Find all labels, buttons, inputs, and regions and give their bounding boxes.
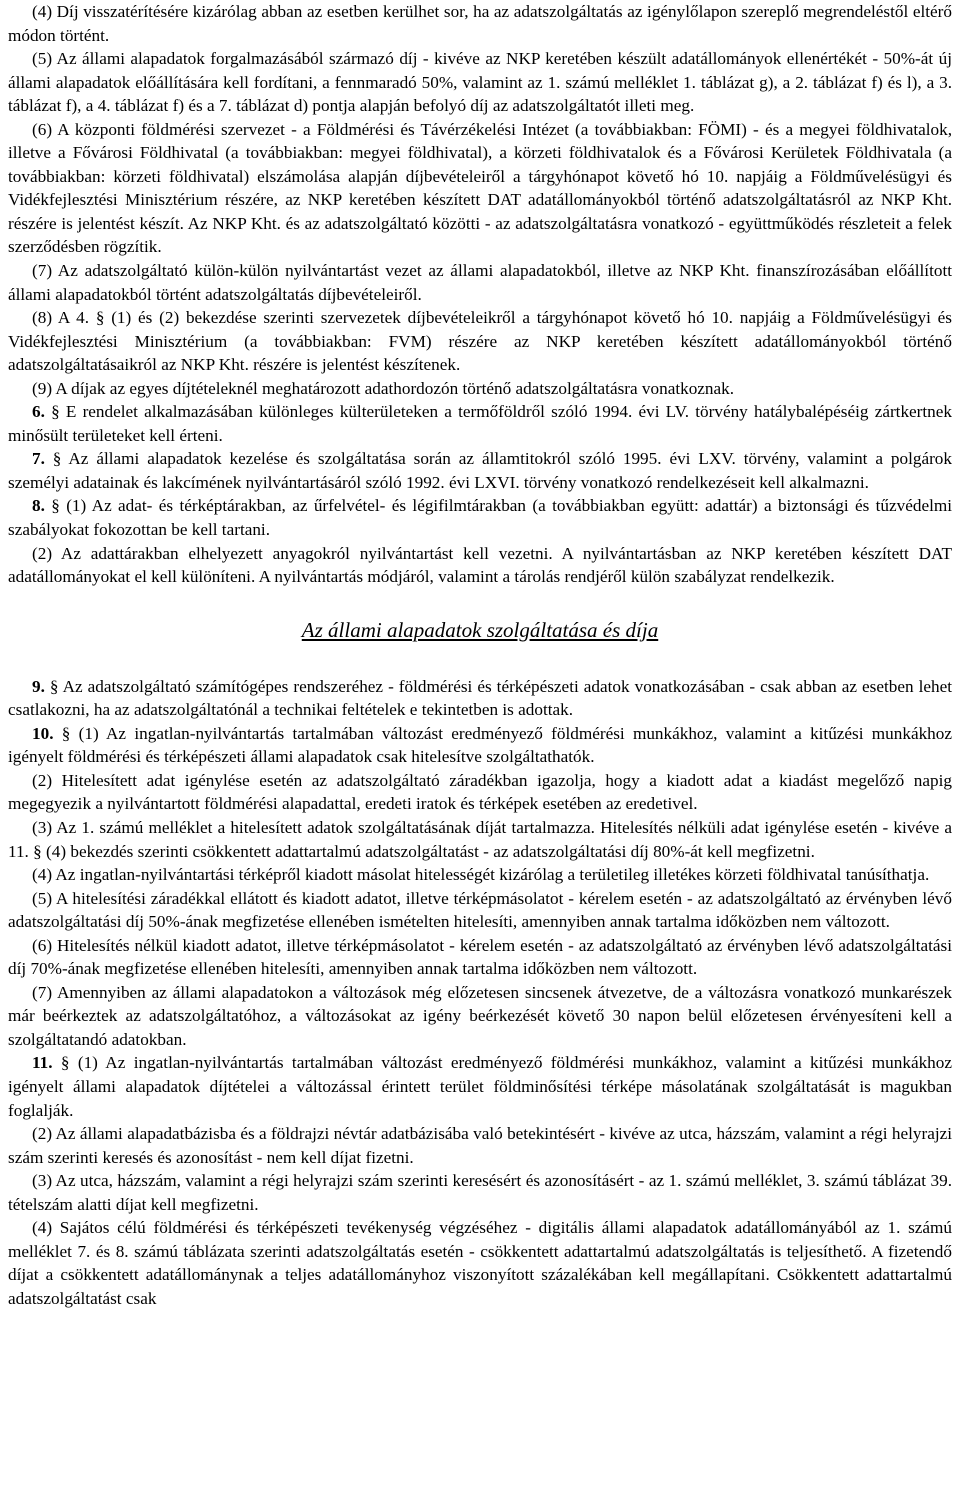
paragraph — [8, 675, 952, 722]
paragraph-text: (9) A díjak az egyes díjtételeknél meghatározott adathordozón történő adatszolgáltatásra vonatkoznak. — [32, 378, 735, 398]
paragraph — [8, 377, 952, 401]
paragraph — [8, 769, 952, 816]
paragraph — [8, 542, 952, 589]
paragraph-text: (3) Az 1. számú melléklet a hitelesített adatok szolgáltatásának díját tartalmazza. Hitelesítés nélküli adat igénylése esetén - kivéve a 11. § (4) bekezdés szerinti csökkentett adattartalmú adatszolgáltatást - az adatszolgáltatási díj 80%-át kell megfizetni. — [8, 817, 952, 861]
section-number: 9. — [32, 676, 45, 696]
section-number: 10. — [32, 723, 54, 743]
paragraph-text: (6) Hitelesítés nélkül kiadott adatot, illetve térképmásolatot - kérelem esetén - az adatszolgáltató az érvényben lévő adatszolgáltatási díj 70%-ának megfizetése ellenében hitelesíti, amennyiben annak tartalma időközben nem változott. — [8, 935, 952, 979]
section-before-heading — [4, 0, 956, 589]
paragraph-text: (2) Az adattárakban elhelyezett anyagokról nyilvántartást kell vezetni. A nyilvántartásban az NKP keretében készített DAT adatállományokat el kell különíteni. A nyilvántartás módjáról, valamint a tárolás rendjéről külön szabályzat rendelkezik. — [8, 543, 952, 587]
section-heading: Az állami alapadatok szolgáltatása és díja — [301, 617, 659, 642]
paragraph — [8, 47, 952, 118]
paragraph — [8, 1122, 952, 1169]
paragraph-text: § Az állami alapadatok kezelése és szolgáltatása során az államtitokról szóló 1995. évi LXV. törvény, valamint a polgárok személyi adatainak és lakcímének nyilvántartásáról szóló 1992. évi LXVI. törvény vonatkozó rendelkezéseit kell alkalmazni. — [8, 449, 952, 492]
section-number: 11. — [32, 1053, 53, 1073]
paragraph-text: (5) Az állami alapadatok forgalmazásából származó díj - kivéve az NKP keretében készült adatállományok ellenértékét - 50%-át új állami alapadatok előállítására kell fordítani, a fennmaradó 50%, valamint az 1. számú melléklet 1. táblázat g), a 2. táblázat f) és l), a 3. táblázat f), a 4. táblázat f) és a 7. táblázat d) pontja alapján befolyó díj az adatszolgáltatót illeti meg. — [8, 49, 952, 116]
paragraph-text: (7) Az adatszolgáltató külön-külön nyilvántartást vezet az állami alapadatokból, illetve az NKP Kht. finanszírozásában előállított állami alapadatokból történt adatszolgáltatás díjbevételeiről. — [8, 261, 952, 304]
paragraph-text: (6) A központi földmérési szervezet - a Földmérési és Távérzékelési Intézet (a továbbiakban: FÖMI) - és a megyei földhivatalok, illetve a Fővárosi Földhivatal (a továbbiakban: megyei földhivatal), a körzeti földhivatalok és a Fővárosi Kerületek Földhivatala (a továbbiakban: körzeti földhivatal) elszámolása alapján díjbevételeiről a tárgyhónapot követő hó 10. napjáig a Földművelésügyi és Vidékfejlesztési Minisztérium részére, az NKP keretében készített DAT adatállományokból történő adatszolgáltatásról az NKP Kht. részére is jelentést készít. Az NKP Kht. és az adatszolgáltató közötti - az adatszolgáltatásra vonatkozó - együttműködés részleteit a felek szerződésben rögzítik. — [8, 119, 952, 257]
paragraph — [8, 934, 952, 981]
paragraph-text: (7) Amennyiben az állami alapadatokon a változások még előzetesen sincsenek átvezetve, de a változásra vonatkozó munkarészek már beérkeztek az adatszolgáltatóhoz, a változásokat az igény beérkezését követő 30 napon belül előzetesen érvényesíteni kell a szolgáltatandó adatokban. — [8, 982, 952, 1049]
paragraph-text: (4) Sajátos célú földmérési és térképészeti tevékenység végzéséhez - digitális állami alapadatok adatállományából az 1. számú melléklet 7. és 8. számú táblázata szerinti adatszolgáltatás esetén - csökkentett adattartalmú adatszolgáltatás is teljesíthető. A fizetendő díjat a csökkentett adatállománynak a teljes adatállományhoz viszonyított százalékában kell megállapítani. Csökkentett adattartalmú adatszolgáltatást csak — [8, 1218, 952, 1308]
paragraph — [8, 1169, 952, 1216]
paragraph-text: § (1) Az adat- és térképtárakban, az űrfelvétel- és légifilmtárakban (a továbbiakban együtt: adattár) a biztonsági és tűzvédelmi szabályokat fokozottan be kell tartani. — [8, 496, 952, 540]
section-number: 8. — [32, 496, 45, 516]
paragraph-text: § (1) Az ingatlan-nyilvántartás tartalmában változást eredményező földmérési munkákhoz, valamint a kitűzési munkákhoz igényelt földmérési és térképészeti állami alapadatok csak hitelesítve szolgáltathatók. — [8, 723, 952, 767]
paragraph — [8, 981, 952, 1052]
paragraph — [8, 259, 952, 306]
paragraph-text: (4) Az ingatlan-nyilvántartási térképről kiadott másolat hitelességét kizárólag a területileg illetékes körzeti földhivatal tanúsíthatja. — [32, 865, 930, 885]
paragraph — [8, 400, 952, 447]
paragraph-text: § Az adatszolgáltató számítógépes rendszeréhez - földmérési és térképészeti adatok vonatkozásában - csak abban az esetben lehet csatlakozni, ha az adatszolgáltatónál a technikai feltételek e tekintetben is adottak. — [8, 676, 952, 720]
paragraph — [8, 1216, 952, 1310]
paragraph-text: (2) Hitelesített adat igénylése esetén az adatszolgáltató záradékban igazolja, hogy a kiadott adat a kiadást megelőző napig megegyezik a nyilvántartott földmérési alapadattal, eredeti iratok és térképek esetében az eredetivel. — [8, 770, 952, 814]
paragraph-text: (8) A 4. § (1) és (2) bekezdése szerinti szervezetek díjbevételeikről a tárgyhónapot követő hó 10. napjáig a Földművelésügyi és Vidékfejlesztési Minisztérium (a továbbiakban: FVM) részére az NKP keretében készített adatállományokból történő adatszolgáltatásaikról az NKP Kht. részére is jelentést készítenek. — [8, 308, 952, 375]
paragraph-text: (2) Az állami alapadatbázisba és a földrajzi névtár adatbázisába való betekintésért - kivéve az utca, házszám, valamint a régi helyrajzi szám szerinti keresés és azonosítást - nem kell díjat fizetni. — [8, 1124, 952, 1167]
paragraph-text: (4) Díj visszatérítésére kizárólag abban az esetben kerülhet sor, ha az adatszolgáltatás az igénylőlapon szereplő megrendeléstől eltérő módon történt. — [8, 2, 952, 45]
section-after-heading — [4, 675, 956, 1311]
section-number: 6. — [32, 402, 45, 422]
paragraph-text: (3) Az utca, házszám, valamint a régi helyrajzi szám szerinti keresésért és azonosításért - az 1. számú melléklet, 3. számú táblázat 39. tételszám alatti díjat kell megfizetni. — [8, 1171, 952, 1214]
paragraph — [8, 306, 952, 377]
paragraph-text: § E rendelet alkalmazásában különleges külterületeken a termőföldről szóló 1994. évi LV. törvény hatálybalépéséig zártkertnek minősült területeket kell érteni. — [8, 402, 952, 445]
paragraph — [8, 722, 952, 769]
paragraph — [8, 816, 952, 863]
paragraph — [8, 447, 952, 494]
paragraph-text: § (1) Az ingatlan-nyilvántartás tartalmában változást eredményező földmérési munkákhoz, valamint a kitűzési munkákhoz igényelt állami alapadatok díjtételei a változással érintett terület földminősítési térképe másolatának szolgáltatását is magukban foglalják. — [8, 1053, 952, 1120]
paragraph — [8, 863, 952, 887]
paragraph — [8, 118, 952, 259]
paragraph — [8, 887, 952, 934]
paragraph — [8, 494, 952, 541]
paragraph-text: (5) A hitelesítési záradékkal ellátott és kiadott adatot, illetve térképmásolatot - kérelem esetén - az adatszolgáltató az érvényben lévő adatszolgáltatási díj 50%-ának megfizetése ellenében ismételten hitelesíti, amennyiben annak tartalma időközben nem változott. — [8, 888, 952, 932]
section-number: 7. — [32, 449, 45, 469]
paragraph — [8, 1051, 952, 1122]
paragraph — [8, 0, 952, 47]
